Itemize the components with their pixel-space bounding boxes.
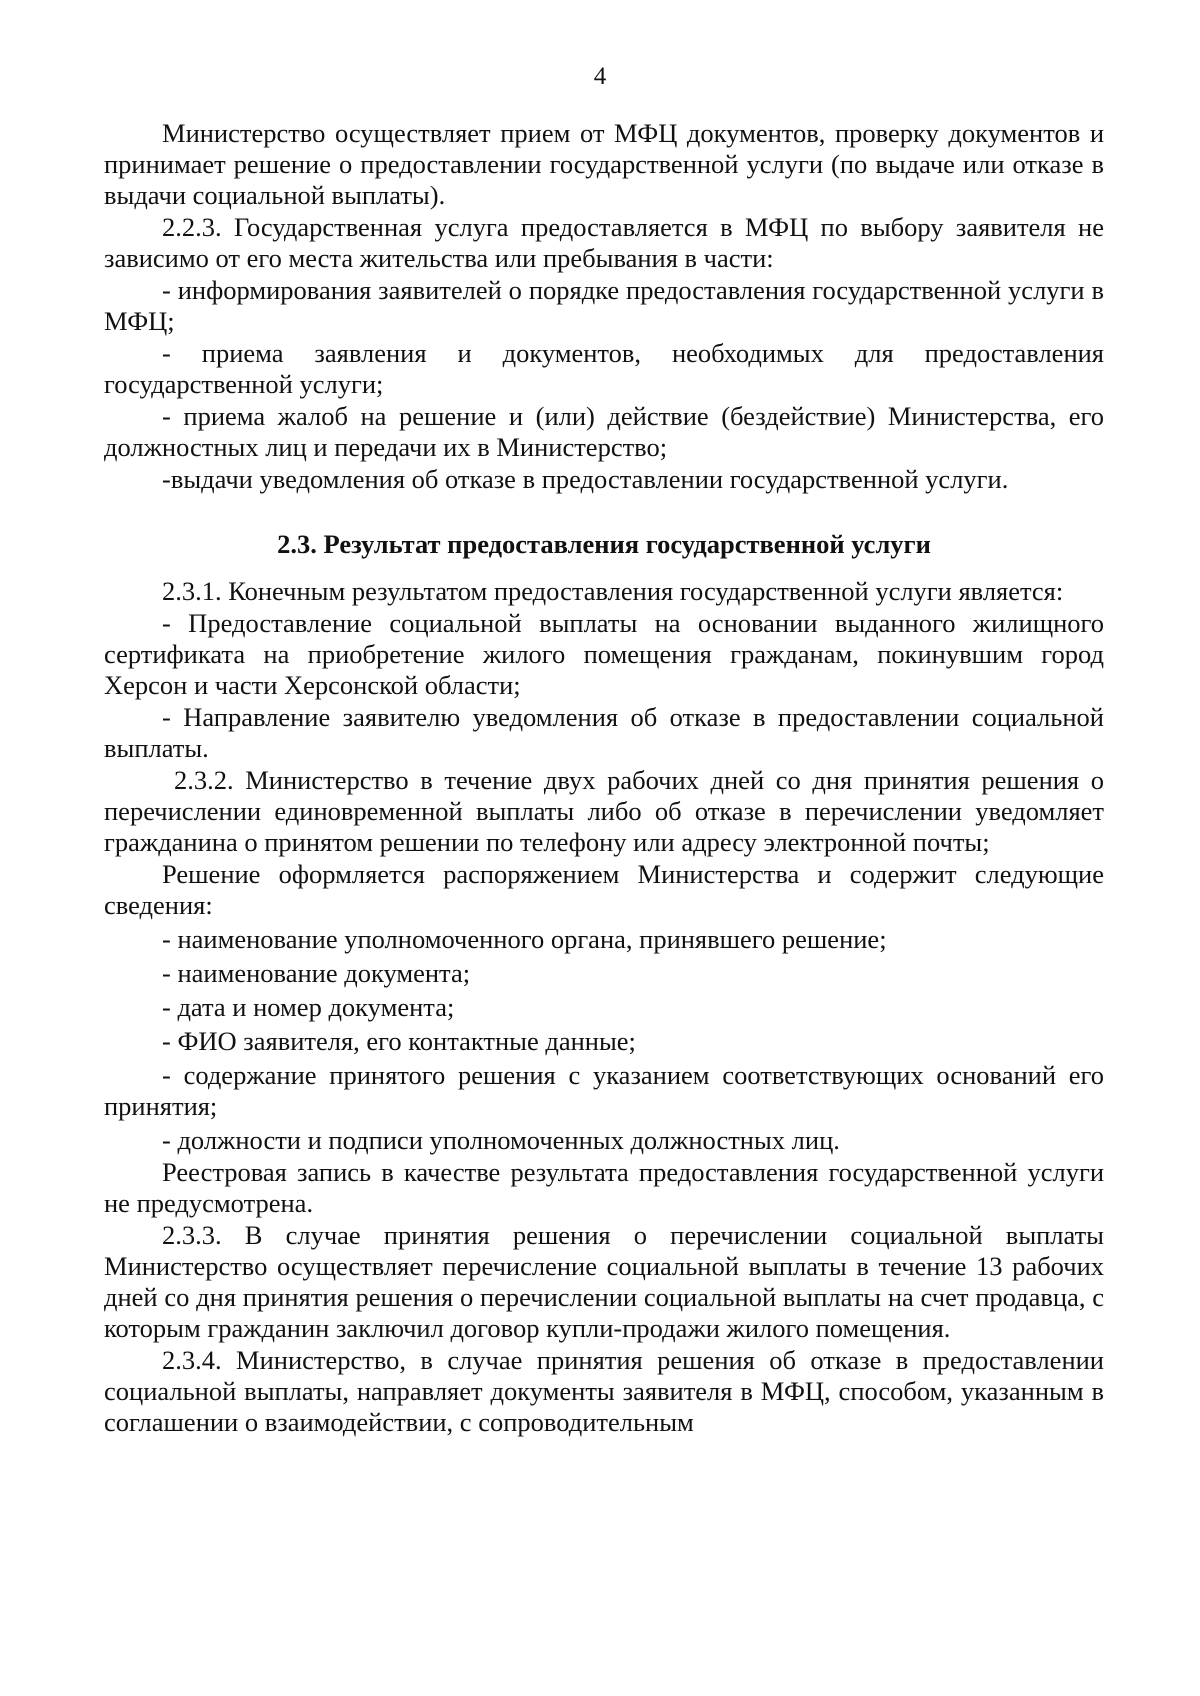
list-item: - дата и номер документа;	[162, 992, 455, 1022]
list-item: - Направление заявителю уведомления об отказе в предоставлении социальной выплаты.	[104, 702, 1104, 763]
paragraph-2-2-3: 2.2.3. Государственная услуга предоставляется в МФЦ по выбору заявителя не зависимо от его места жительства или пребывания в части:	[104, 212, 1104, 273]
paragraph-2-3-4: 2.3.4. Министерство, в случае принятия решения об отказе в предоставлении социальной выплаты, направляет документы заявителя в МФЦ, способом, указанным в соглашении о взаимодействии, с сопроводительным	[104, 1345, 1104, 1437]
document-body	[104, 118, 1104, 1438]
list-item: - приема жалоб на решение и (или) действие (бездействие) Министерства, его должностных лиц и передачи их в Министерство;	[104, 401, 1104, 462]
paragraph-2-3-1: 2.3.1. Конечным результатом предоставления государственной услуги является:	[162, 576, 1064, 606]
list-item: - наименование уполномоченного органа, принявшего решение;	[162, 924, 887, 954]
paragraph: Решение оформляется распоряжением Министерства и содержит следующие сведения:	[104, 859, 1104, 920]
section-heading: 2.3. Результат предоставления государственной услуги	[277, 529, 931, 559]
list-item: - информирования заявителей о порядке предоставления государственной услуги в МФЦ;	[104, 275, 1104, 336]
list-item: - должности и подписи уполномоченных должностных лиц.	[162, 1125, 840, 1155]
list-item: - содержание принятого решения с указанием соответствующих оснований его принятия;	[104, 1060, 1104, 1121]
list-item: - наименование документа;	[162, 958, 471, 988]
paragraph-2-3-2: 2.3.2. Министерство в течение двух рабочих дней со дня принятия решения о перечислении единовременной выплаты либо об отказе в перечислении уведомляет гражданина о принятом решении по телефону или адресу электронной почты;	[104, 765, 1104, 857]
list-item: - ФИО заявителя, его контактные данные;	[162, 1026, 636, 1056]
paragraph: Реестровая запись в качестве результата предоставления государственной услуги не предусмотрена.	[104, 1157, 1104, 1218]
list-item: - Предоставление социальной выплаты на основании выданного жилищного сертификата на приобретение жилого помещения гражданам, покинувшим город Херсон и части Херсонской области;	[104, 608, 1104, 700]
list-item: - приема заявления и документов, необходимых для предоставления государственной услуги;	[104, 338, 1104, 399]
paragraph: Министерство осуществляет прием от МФЦ документов, проверку документов и принимает решение о предоставлении государственной услуги (по выдаче или отказе в выдачи социальной выплаты).	[104, 118, 1104, 210]
list-item: -выдачи уведомления об отказе в предоставлении государственной услуги.	[162, 464, 1009, 494]
paragraph-2-3-3: 2.3.3. В случае принятия решения о перечислении социальной выплаты Министерство осуществляет перечисление социальной выплаты в течение 13 рабочих дней со дня принятия решения о перечислении социальной выплаты на счет продавца, с которым гражданин заключил договор купли-продажи жилого помещения.	[104, 1220, 1104, 1343]
page-number: 4	[593, 63, 607, 90]
